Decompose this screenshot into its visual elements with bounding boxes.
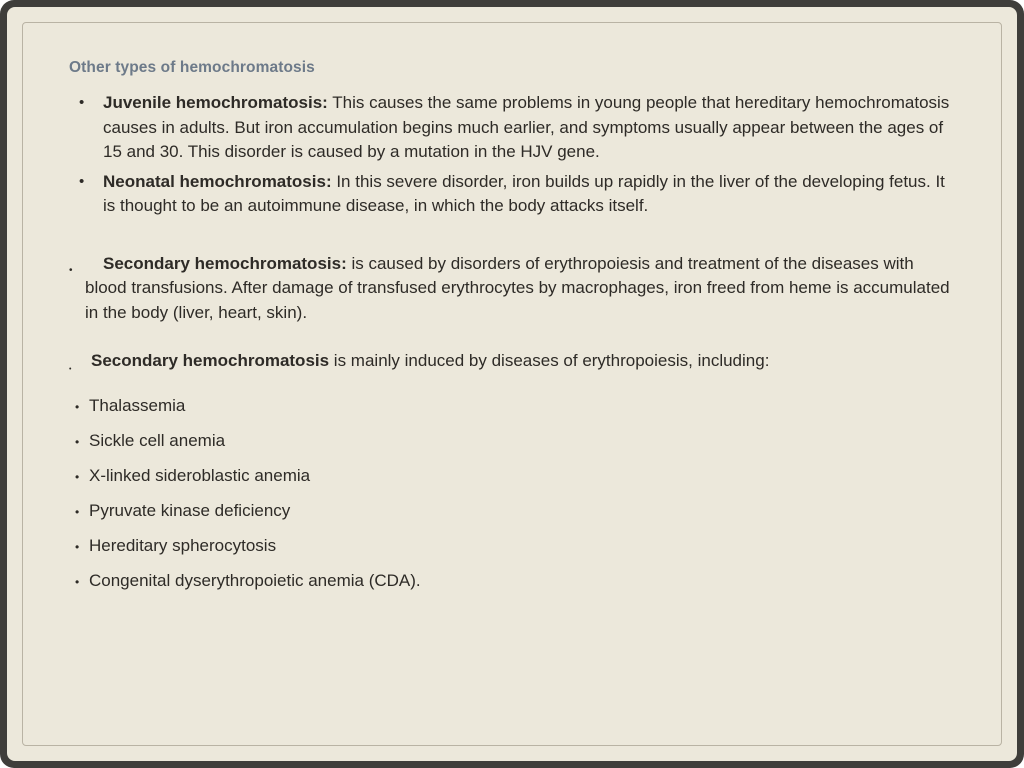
bullet-text: This causes the same problems in young people that hereditary hemochromatosis causes in adults. But iron accumulation begins much earlier, and symptoms usually appear between the ages of 15 and 30. This disorder is caused by a mutation in the HJV gene. (103, 93, 950, 161)
bullet-icon: • (69, 264, 73, 276)
list-item-label: X-linked sideroblastic anemia (89, 465, 311, 485)
bullet-lead: Neonatal hemochromatosis: (103, 171, 332, 191)
list-item-thalassemia (69, 395, 957, 417)
bullet-item-neonatal (69, 170, 957, 219)
bullet-icon: • (75, 434, 80, 449)
paragraph-lead: Secondary hemochromatosis: (103, 253, 347, 273)
bullet-icon: • (75, 399, 80, 414)
bullet-icon: • (79, 94, 85, 111)
list-item-cda (69, 570, 957, 592)
bullet-icon: • (75, 469, 80, 484)
bullet-icon: • (75, 539, 80, 554)
paragraph-text: is mainly induced by diseases of erythropoiesis, including: (329, 351, 770, 370)
bullet-icon: • (79, 172, 85, 190)
slide-title: Other types of hemochromatosis (69, 59, 315, 76)
bullet-lead: Juvenile hemochromatosis: (103, 93, 328, 112)
paragraph-text: is caused by disorders of erythropoiesis and treatment of the diseases with blood transfusions. After damage of transfused erythrocytes by macrophages, iron freed from heme is accumulated in the body (liver, heart, skin). (85, 253, 950, 322)
list-item-label: Sickle cell anemia (89, 430, 226, 450)
disease-list (69, 395, 957, 592)
bullet-icon: • (69, 366, 72, 373)
list-item-label: Pyruvate kinase deficiency (89, 500, 291, 520)
slide-content (69, 59, 957, 605)
slide-background (7, 7, 1017, 761)
list-item-spherocytosis (69, 535, 957, 557)
paragraph-secondary-induced (69, 349, 957, 374)
list-item-label: Thalassemia (89, 395, 186, 415)
list-item-x-linked (69, 465, 957, 487)
list-item-label: Congenital dyserythropoietic anemia (CDA). (89, 570, 421, 590)
paragraph-secondary-hemochromatosis (69, 252, 957, 326)
bullet-text: In this severe disorder, iron builds up rapidly in the liver of the developing fetus. It is thought to be an autoimmune disease, in which the body attacks itself. (103, 171, 945, 215)
paragraph-lead: Secondary hemochromatosis (91, 351, 330, 370)
primary-bullet-list (69, 91, 957, 219)
bullet-item-juvenile (69, 91, 957, 165)
bullet-icon: • (75, 504, 80, 519)
list-item-sickle-cell (69, 430, 957, 452)
bullet-icon: • (75, 574, 80, 589)
list-item-label: Hereditary spherocytosis (89, 535, 277, 555)
list-item-pyruvate (69, 500, 957, 522)
